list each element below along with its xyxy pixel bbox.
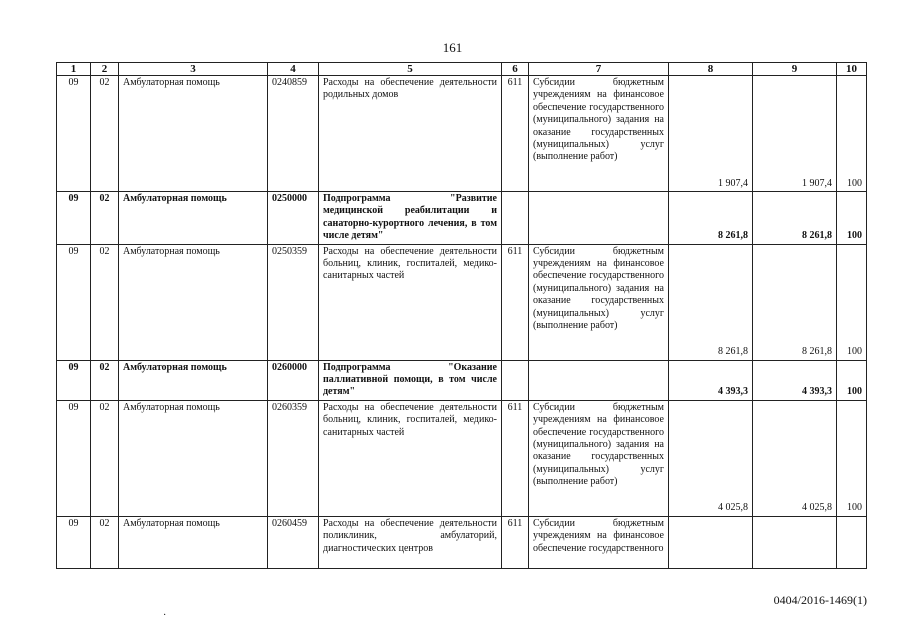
expense-type-code-cell — [502, 192, 529, 245]
subsection-code-cell: 02 — [91, 360, 119, 400]
section-code-cell: 09 — [57, 360, 91, 400]
planned-amount-cell: 4 025,8 — [669, 400, 753, 516]
target-article-code-cell: 0250000 — [268, 192, 319, 245]
column-header: 4 — [268, 63, 319, 76]
expense-description-cell: Расходы на обеспечение деятельности больниц, клиник, госпиталей, медико-санитарных частей — [319, 400, 502, 516]
section-name-cell: Амбулаторная помощь — [119, 360, 268, 400]
executed-amount-cell: 1 907,4 — [753, 76, 837, 192]
target-article-code-cell: 0260459 — [268, 516, 319, 568]
executed-amount-cell: 8 261,8 — [753, 192, 837, 245]
column-header: 6 — [502, 63, 529, 76]
column-header: 7 — [529, 63, 669, 76]
planned-amount-cell: 1 907,4 — [669, 76, 753, 192]
expense-type-name-cell: Субсидии бюджетным учреждениям на финансовое обеспечение государственного (муниципального) задания на оказание государственных (муниципальных) услуг (выполнение работ) — [529, 244, 669, 360]
section-name-cell: Амбулаторная помощь — [119, 244, 268, 360]
target-article-code-cell: 0240859 — [268, 76, 319, 192]
table-row — [57, 516, 867, 568]
expense-type-name-cell: Субсидии бюджетным учреждениям на финансовое обеспечение государственного (муниципального) задания на оказание государственных (муниципальных) услуг (выполнение работ) — [529, 76, 669, 192]
expense-type-name-cell: Субсидии бюджетным учреждениям на финансовое обеспечение государственного (муниципального) задания на оказание государственных (муниципальных) услуг (выполнение работ) — [529, 400, 669, 516]
expense-type-code-cell: 611 — [502, 244, 529, 360]
expense-type-name-cell: Субсидии бюджетным учреждениям на финансовое обеспечение государственного — [529, 516, 669, 568]
table-row — [57, 192, 867, 245]
executed-amount-cell: 8 261,8 — [753, 244, 837, 360]
section-name-cell: Амбулаторная помощь — [119, 76, 268, 192]
execution-percent-cell: 100 — [837, 244, 867, 360]
section-code-cell: 09 — [57, 400, 91, 516]
planned-amount-cell — [669, 516, 753, 568]
table-row — [57, 360, 867, 400]
expense-type-name-cell — [529, 192, 669, 245]
column-header: 1 — [57, 63, 91, 76]
scan-dot: · — [163, 610, 167, 621]
expense-description-cell: Расходы на обеспечение деятельности родильных домов — [319, 76, 502, 192]
column-header: 3 — [119, 63, 268, 76]
expense-type-name-cell — [529, 360, 669, 400]
expense-description-cell: Подпрограмма "Развитие медицинской реабилитации и санаторно-курортного лечения, в том числе детям" — [319, 192, 502, 245]
document-code: 0404/2016-1469(1) — [773, 593, 867, 607]
expense-type-code-cell: 611 — [502, 400, 529, 516]
execution-percent-cell — [837, 516, 867, 568]
subsection-code-cell: 02 — [91, 516, 119, 568]
table-header-row — [57, 63, 867, 76]
execution-percent-cell: 100 — [837, 400, 867, 516]
execution-percent-cell: 100 — [837, 76, 867, 192]
column-header: 9 — [753, 63, 837, 76]
execution-percent-cell: 100 — [837, 192, 867, 245]
column-header: 5 — [319, 63, 502, 76]
expense-description-cell: Расходы на обеспечение деятельности больниц, клиник, госпиталей, медико-санитарных частей — [319, 244, 502, 360]
section-code-cell: 09 — [57, 244, 91, 360]
planned-amount-cell: 8 261,8 — [669, 192, 753, 245]
execution-percent-cell: 100 — [837, 360, 867, 400]
page-number: 161 — [442, 40, 463, 55]
target-article-code-cell: 0250359 — [268, 244, 319, 360]
column-header: 2 — [91, 63, 119, 76]
expense-type-code-cell: 611 — [502, 76, 529, 192]
table-row — [57, 400, 867, 516]
section-name-cell: Амбулаторная помощь — [119, 192, 268, 245]
planned-amount-cell: 4 393,3 — [669, 360, 753, 400]
subsection-code-cell: 02 — [91, 400, 119, 516]
executed-amount-cell: 4 025,8 — [753, 400, 837, 516]
target-article-code-cell: 0260359 — [268, 400, 319, 516]
column-header: 8 — [669, 63, 753, 76]
section-code-cell: 09 — [57, 76, 91, 192]
section-name-cell: Амбулаторная помощь — [119, 516, 268, 568]
expense-description-cell: Подпрограмма "Оказание паллиативной помощи, в том числе детям" — [319, 360, 502, 400]
executed-amount-cell — [753, 516, 837, 568]
planned-amount-cell: 8 261,8 — [669, 244, 753, 360]
section-code-cell: 09 — [57, 192, 91, 245]
subsection-code-cell: 02 — [91, 76, 119, 192]
executed-amount-cell: 4 393,3 — [753, 360, 837, 400]
table-row — [57, 244, 867, 360]
expense-type-code-cell — [502, 360, 529, 400]
target-article-code-cell: 0260000 — [268, 360, 319, 400]
table-row — [57, 76, 867, 192]
subsection-code-cell: 02 — [91, 192, 119, 245]
expense-description-cell: Расходы на обеспечение деятельности поликлиник, амбулаторий, диагностических центров — [319, 516, 502, 568]
subsection-code-cell: 02 — [91, 244, 119, 360]
budget-table — [56, 62, 867, 569]
section-name-cell: Амбулаторная помощь — [119, 400, 268, 516]
column-header: 10 — [837, 63, 867, 76]
expense-type-code-cell: 611 — [502, 516, 529, 568]
section-code-cell: 09 — [57, 516, 91, 568]
